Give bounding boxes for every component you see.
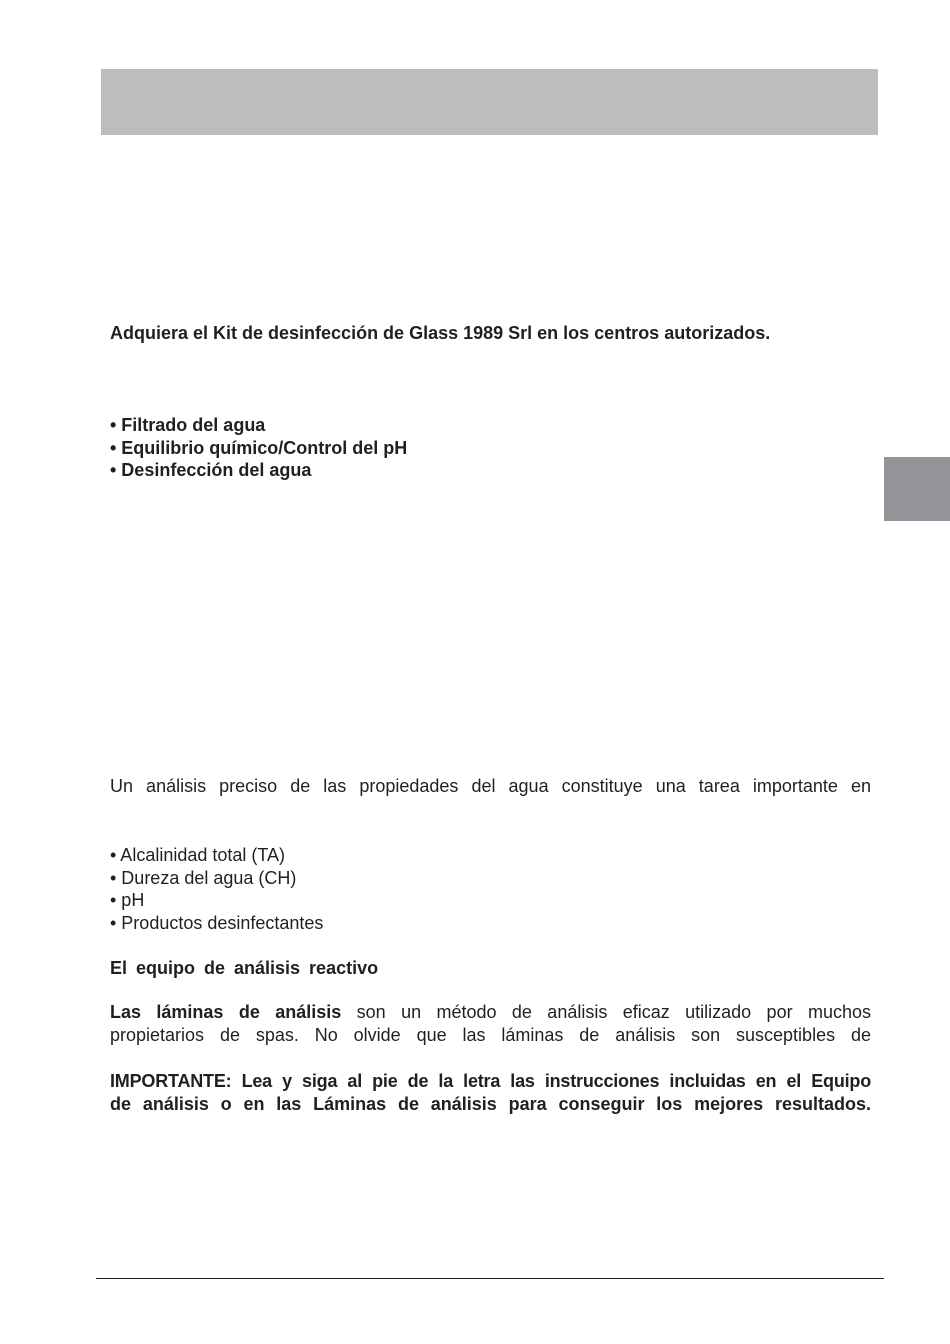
analysis-intro: Un análisis preciso de las propiedades del agua constituye una tarea importante en xyxy=(110,776,871,796)
list-item: • Desinfección del agua xyxy=(110,460,312,480)
footer-rule xyxy=(96,1278,884,1279)
list-item: • pH xyxy=(110,890,145,910)
header-band xyxy=(101,69,878,135)
maintenance-list xyxy=(110,414,407,482)
parameters-list xyxy=(110,844,323,934)
test-strips-line-1 xyxy=(110,1001,871,1024)
section-side-tab xyxy=(884,457,950,521)
test-strips-paragraph xyxy=(110,1001,871,1046)
test-strips-label: Las láminas de análisis xyxy=(110,1002,342,1022)
kit-purchase-note: Adquiera el Kit de desinfección de Glass 1989 Srl en los centros autorizados. xyxy=(110,323,771,343)
list-item: • Dureza del agua (CH) xyxy=(110,867,297,888)
list-item: • Equilibrio químico/Control del pH xyxy=(110,437,408,458)
list-item: • Alcalinidad total (TA) xyxy=(110,845,286,865)
important-line-1: IMPORTANTE: Lea y siga al pie de la letra las instrucciones incluidas en el Equipo xyxy=(110,1071,871,1091)
list-item: • Productos desinfectantes xyxy=(110,912,324,933)
test-strips-line-2: propietarios de spas. No olvide que las láminas de análisis son susceptibles de xyxy=(110,1024,871,1045)
important-line-2: de análisis o en las Láminas de análisis para conseguir los mejores resultados. xyxy=(110,1093,871,1114)
list-item: • Filtrado del agua xyxy=(110,415,266,435)
test-strips-line-1-rest: son un método de análisis eficaz utilizado por muchos xyxy=(341,1002,871,1022)
reagent-kit-heading: El equipo de análisis reactivo xyxy=(110,958,379,978)
important-note xyxy=(110,1070,871,1115)
